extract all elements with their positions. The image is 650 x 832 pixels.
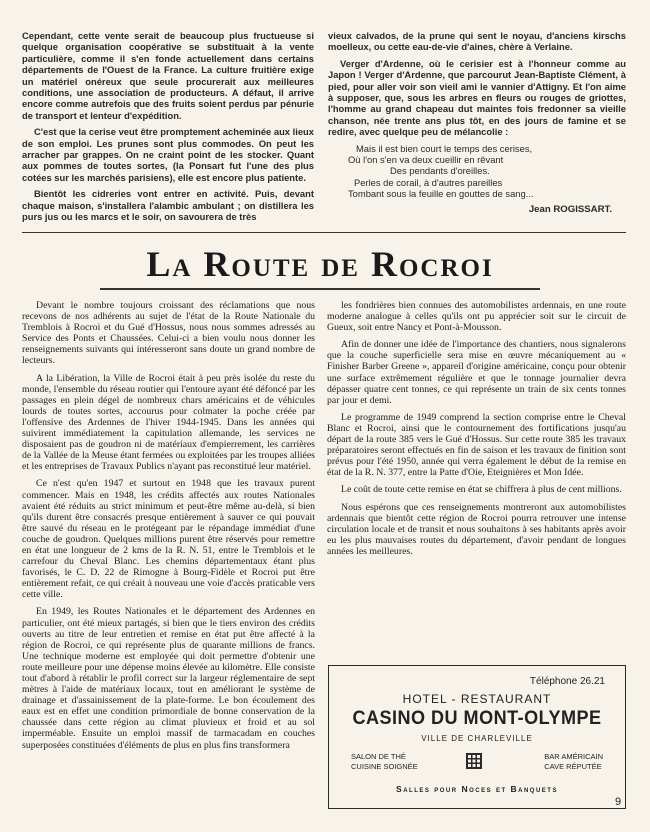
paragraph: vieux calvados, de la prune qui sent le noyau, d'anciens kirschs moelleux, ou cette eau-de-vie d'aines, chère à Verlaine. [328, 30, 626, 53]
paragraph: Le programme de 1949 comprend la section comprise entre le Cheval Blanc et Rocroi, ainsi que le contournement des fortifications jusqu'au départ de la route 385 vers le Gué d'Hossus. Sur cette route 385 les travaux préparatoires seront effectués en fin de saison et les travaux de finition sont prévus pour l'été 1950, année qui verra également le début de la remise en état de la R. N. 377, entre la Patte d'Oie, Eteignières et Mon Idée. [327, 411, 626, 479]
ad-service: CAVE RÉPUTÉE [544, 762, 602, 771]
section-divider [22, 232, 626, 233]
ad-services-right [544, 752, 603, 772]
ad-hotel-label: HOTEL - RESTAURANT [402, 692, 552, 706]
paragraph: Verger d'Ardenne, où le cerisier est à l'honneur comme au Japon ! Verger d'Ardenne, que parcourut Jean-Baptiste Clément, à pied, pour aller voir son vieil ami le vannier d'Attigny. Et l'on aime à supposer, que, sous les arbres en fleurs ou rouges de griottes, l'homme au grand chapeau dut maintes fois fredonner sa vieille chanson, née trente ans plus tôt, en des jours de famine et se redire, avec quelque peu de mélancolie : [328, 57, 626, 138]
poem-line: Mais il est bien court le temps des cerises, [356, 142, 533, 154]
poem-line: Tombant sous la feuille en gouttes de sang... [348, 188, 534, 200]
ad-services-left [351, 752, 418, 772]
article-title: La Route de Rocroi [146, 244, 494, 284]
paragraph: C'est que la cerise veut être promptement acheminée aux lieux de son emploi. Les prunes sont plus commodes. On peut les arracher par grappes. On ne craint point de les stocker. Quant aux pommes de toutes sortes, (la Ponsart fut l'une des plus cotées sur les marchés parisiens), elle est encore plus patiente. [22, 126, 314, 183]
ad-business-name: CASINO DU MONT-OLYMPE [352, 708, 602, 729]
ad-service: CUISINE SOIGNÉE [351, 762, 418, 771]
poem-line: Perles de corail, à d'autres pareilles [354, 176, 503, 188]
top-right-column [328, 30, 626, 215]
paragraph: Nous espérons que ces renseignements montreront aux automobilistes ardennais que bientôt cette région de Rocroi pourra retrouver une intense circulation locale et de transit et nous souhaitons à ses habitants après avoir eu les plus mauvaises routes du département, d'avoir pendant de longues années les meilleures. [327, 501, 626, 557]
ad-service: SALON DE THÉ [351, 752, 406, 761]
article-left-column [22, 300, 315, 757]
grid-emblem-icon [466, 753, 482, 769]
paragraph: Afin de donner une idée de l'importance des chantiers, nous signalerons que la couche superficielle sera mise en œuvre mécaniquement au « Finisher Barber Greene », appareil d'origine américaine, conçu pour obtenir une surface extrêmement régulière et que le tonnage journalier devra dépasser quatre cent tonnes, ce qui représente un train de six cents tonnes par jour et demi. [327, 339, 626, 406]
paragraph: Devant le nombre toujours croissant des réclamations que nous recevons de nos adhérents au sujet de l'état de la Route Nationale du Tremblois à Rocroi et du Gué d'Hossus, nous nous sommes adressés au Service des Ponts et Chaussées. Celui-ci a bien voulu nous donner les renseignements suivants qui intéresseront sans doute un grand nombre de lecteurs. [22, 300, 315, 367]
paragraph: Le coût de toute cette remise en état se chiffrera à plus de cent millions. [341, 484, 622, 496]
page-number: 9 [615, 796, 622, 808]
poem-quote [328, 143, 626, 200]
article-right-column [327, 300, 626, 563]
paragraph: Cependant, cette vente serait de beaucoup plus fructueuse si quelque organisation coopérative se substituait à la vente particulière, comme il s'en fonde actuellement dans certains départements de l'Ouest de la France. La culture fruitière exige un matériel onéreux que seule procurerait aux meilleures conditions, une association de producteurs. A défaut, il arrive encore comme autrefois que des fruits soient perdus par pénurie de transport et lenteur d'expédition. [22, 30, 314, 121]
paragraph: A la Libération, la Ville de Rocroi était à peu près isolée du reste du monde, l'ensemble du réseau routier qui l'entoure ayant été défoncé par les passages en plein dégel de nombreux chars américains et de véhicules lourds de toutes sortes, accourus pour colmater la poche créée par l'offensive des Ardennes de l'hiver 1944-1945. Dans les années qui suivirent immédiatement la capitulation allemande, les services ne disposaient pas de goudron ni de matériaux d'empierrement, les carrières de la Vallée de la Meuse étant fermées ou exploitées par les troupes alliées et les entreprises de Travaux Publics n'ayant pas reconstitué leur matériel. [22, 372, 315, 473]
paragraph: Bientôt les cidreries vont entrer en activité. Puis, devant chaque maison, s'installera l'alambic ambulant ; on distillera les purs jus ou les marcs et le soir, on savourera de très [22, 188, 314, 223]
ad-tagline: Salles pour Noces et Banquets [396, 784, 558, 794]
ad-city: VILLE DE CHARLEVILLE [421, 734, 533, 743]
paragraph: En 1949, les Routes Nationales et le département des Ardennes en particulier, ont été mieux partagés, si bien que le tiers environ des crédits ouverts au titre de leur entretien et remise en état put être affecté à la région de Rocroi, ce qui représente plus de quarante millions de francs. Une technique moderne est employée qui doit permettre d'obtenir une route meilleure pour une dépense moins élevée au kilomètre. Elle consiste tout d'abord à rétablir le profil correct sur la largeur réglementaire de sept mètres à l'aide de matériaux locaux, tout en améliorant le système de drainage et d'assainissement de la plate-forme. Le bon écoulement des eaux est en effet une condition primordiale de bonne conservation de la chaussée dans cette région au climat pluvieux et froid et au sol imperméable. Ensuite un emploi massif de tarmacadam en couches superposées constituées d'éléments de plus en plus fins transformera [22, 606, 315, 751]
advertisement-box [328, 665, 626, 809]
ad-service: BAR AMÉRICAIN [544, 752, 603, 761]
poem-line: Des pendants d'oreilles. [390, 165, 490, 177]
top-left-column [22, 30, 314, 228]
author-signature: Jean ROGISSART. [528, 203, 612, 215]
paragraph: les fondrières bien connues des automobilistes ardennais, en une route moderne analogue à celles qu'ils ont pu apprécier soit sur le circuit de Gueux, soit entre Nancy et Pont-à-Mousson. [327, 300, 626, 334]
paragraph: Ce n'est qu'en 1947 et surtout en 1948 que les travaux purent commencer. Mais en 1948, les crédits affectés aux routes Nationales avaient été réduits au strict minimum et peut-être même au-delà, si bien qu'ils durent être consacrés presque entièrement à sauver ce qui pouvait être sauvé du réseau en le protégeant par le répandage immédiat d'une couche de goudron. Quelques millions purent être réservés pour remettre en état une longueur de 2 kms de la R. N. 51, entre le Tremblois et le carrefour du Cheval Blanc. Les chemins départementaux étant plus favorisés, le C. D. 22 de Rimogne à Bourg-Fidèle et Rocroi put être entièrement refait, ce qui créait à nouveau une voie d'accès praticable vers cette ville. [22, 478, 315, 601]
ad-phone: Téléphone 26.21 [529, 676, 605, 687]
poem-line: Où l'on s'en va deux cueillir en rêvant [348, 154, 504, 166]
article-title-banner [100, 240, 540, 290]
